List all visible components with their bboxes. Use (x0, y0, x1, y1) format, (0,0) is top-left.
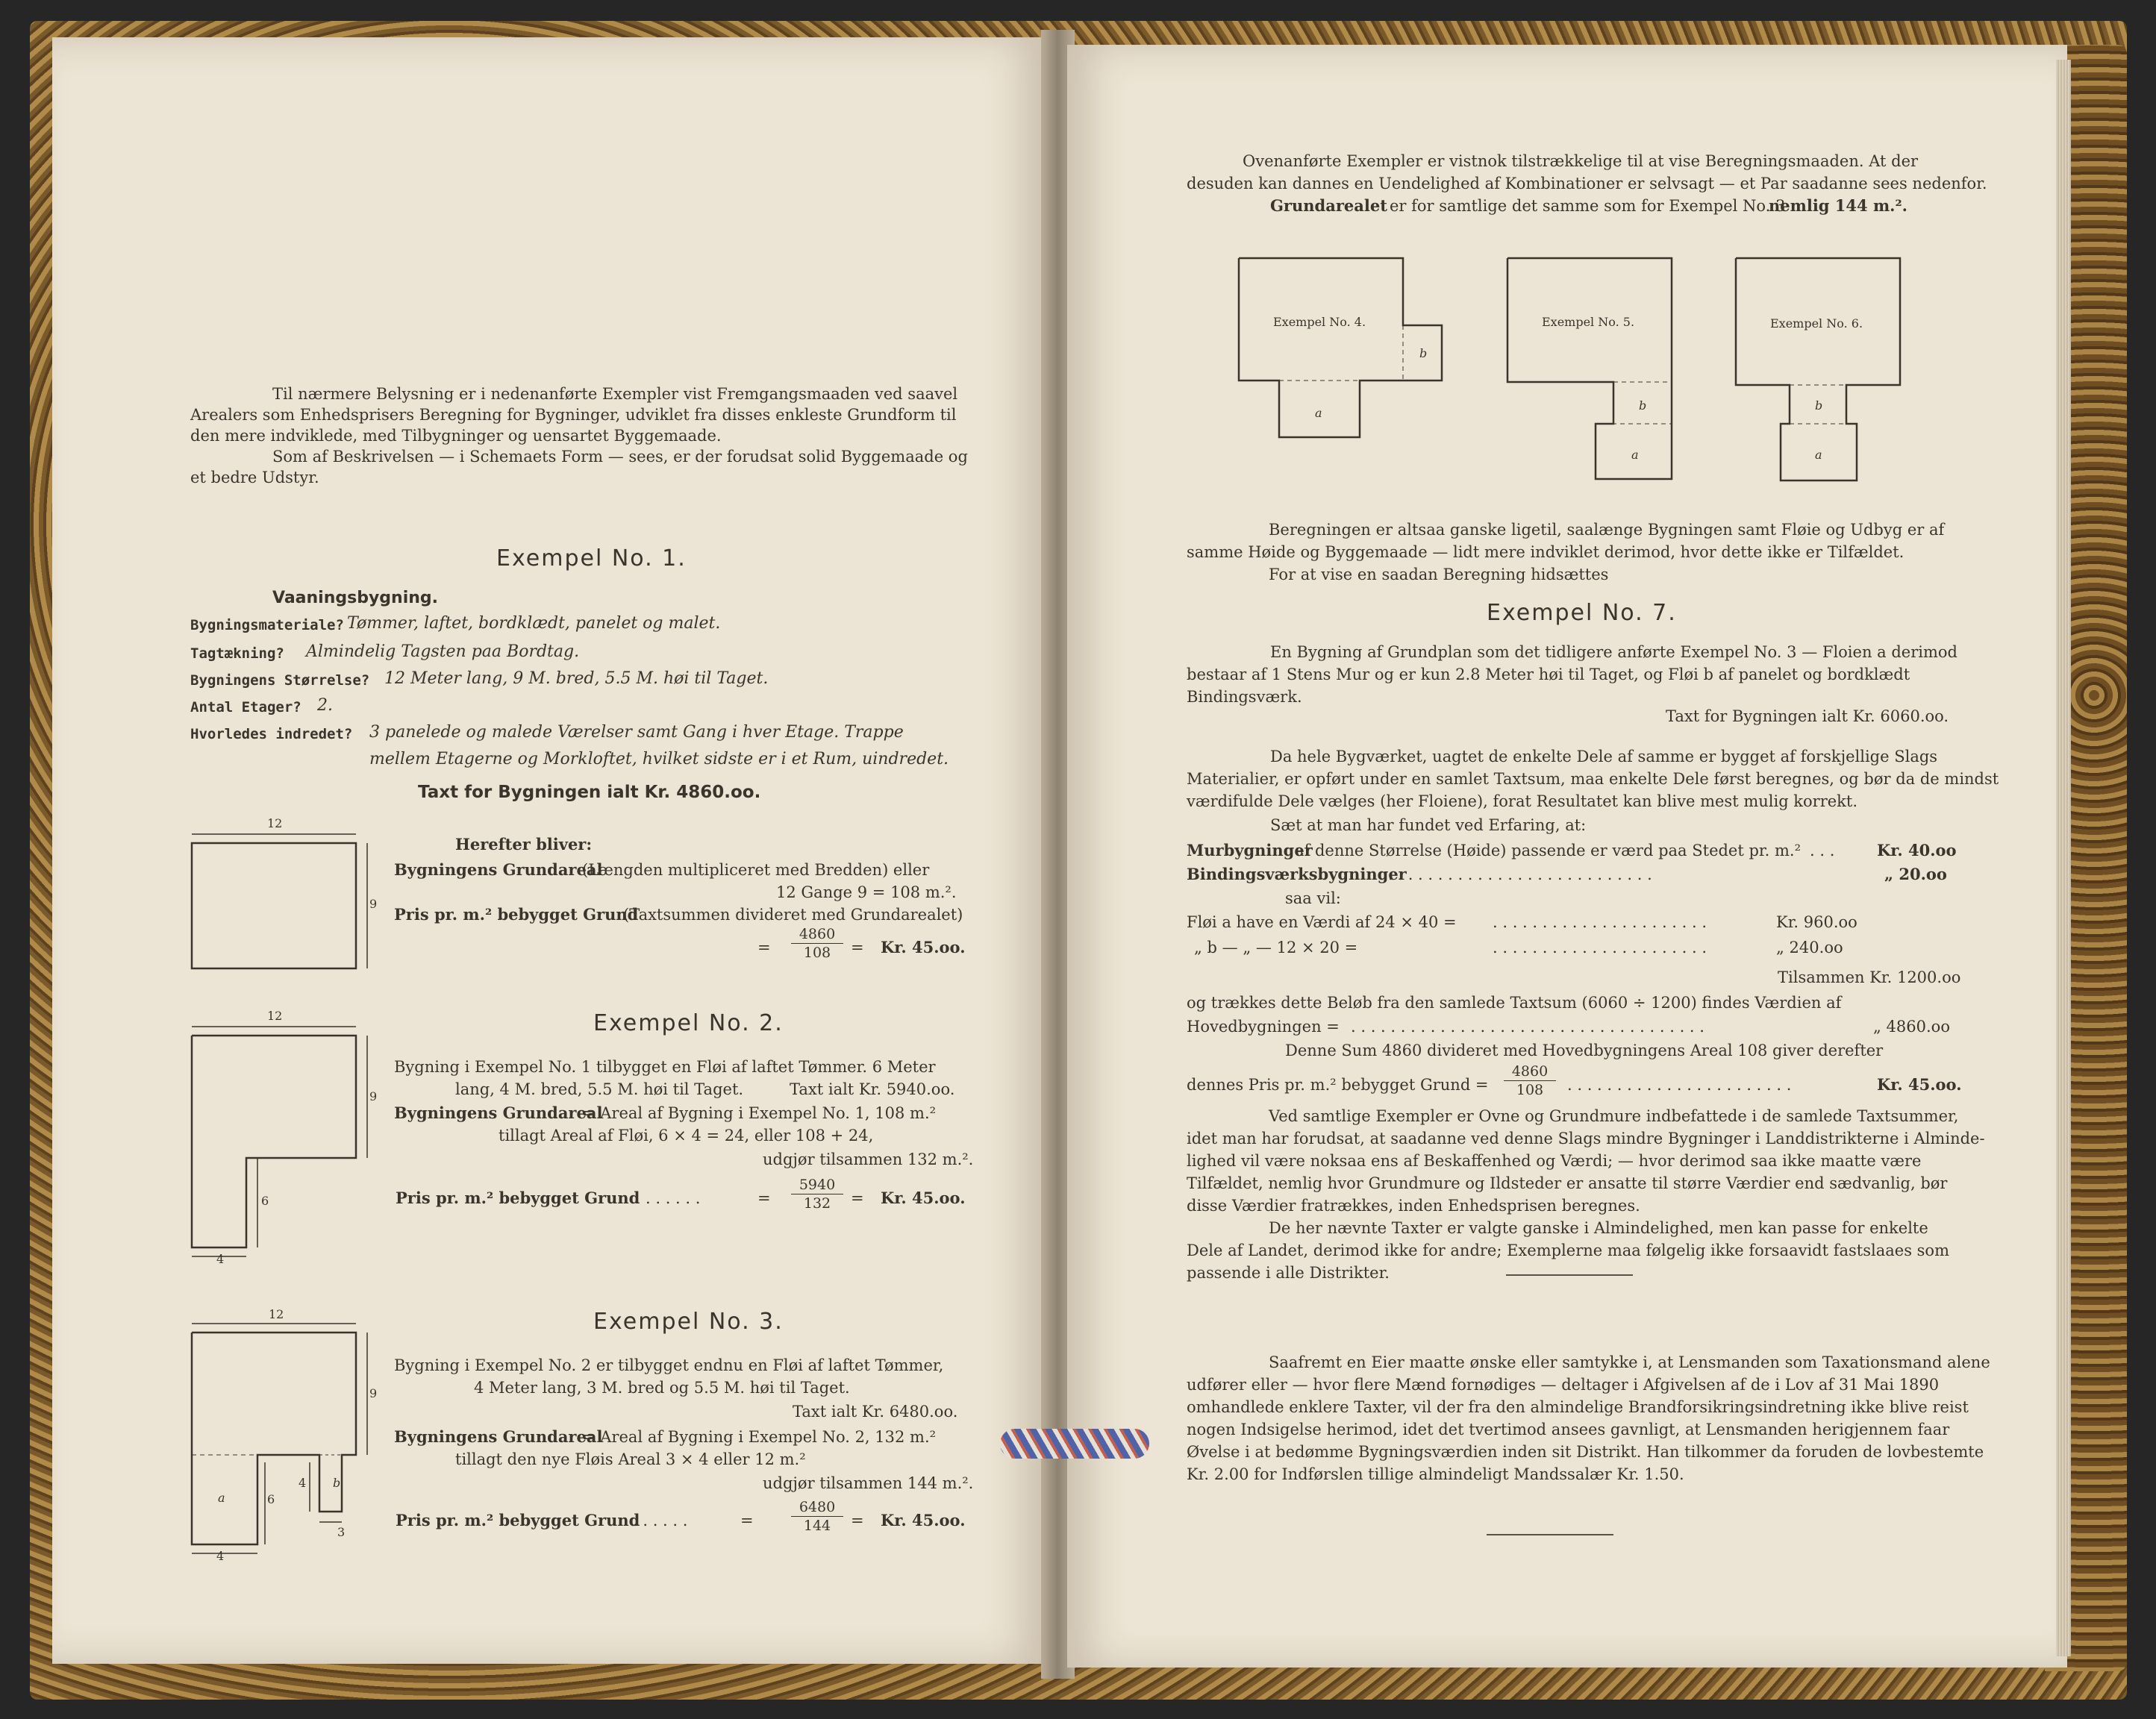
ex7-mur-val: Kr. 40.oo (1877, 841, 1957, 860)
ex2-frac-d: 132 (803, 1195, 831, 1212)
p4-line: nogen Indsigelse herimod, idet det tvertimod ansees gavnligt, at Lensmanden herigjennem faar (1187, 1421, 1950, 1438)
plan-5-b: b (1639, 398, 1647, 413)
ex7-hoved-label: Hovedbygningen = (1187, 1018, 1340, 1036)
ex3-dim-3: 3 (337, 1525, 346, 1539)
ex7-dots: . . . . . . . . . . . . . . . . . . . . . . (1493, 939, 1707, 956)
ex7-dots: . . . . . . . . . . . . . . . . . . . . . . . . . . . . . . . . . . . . (1351, 1018, 1705, 1036)
ex7-floi-b: „ b — „ — 12 × 20 = (1194, 939, 1358, 956)
ex7-frac-n: 4860 (1504, 1062, 1556, 1081)
right-intro: desuden kan dannes en Uendelighed af Kombinationer er selvsagt — et Par saadanne sees nedenfor. (1187, 175, 1987, 192)
plan-6-a: a (1815, 448, 1822, 462)
p4-line: omhandlede enklere Taxter, vil der fra den almindelige Brandforsikringsindretning ikke blive reist (1187, 1398, 1969, 1416)
ex1-dim-top: 12 (267, 816, 283, 830)
ex7-p2: værdifulde Dele vælges (her Floiene), forat Resultatet kan blive mest mulig korrekt. (1187, 792, 1858, 810)
ex1-frac-n: 4860 (791, 925, 843, 944)
ex7-p1: bestaar af 1 Stens Mur og er kun 2.8 Meter høi til Taget, og Fløi b af panelet og bordklædt (1187, 666, 1910, 683)
schema-value: 3 panelede og malede Værelser samt Gang i hver Etage. Trappe (369, 723, 904, 742)
ex7-floi-a-val: Kr. 960.oo (1776, 913, 1857, 931)
ex7-tilsammen: Tilsammen Kr. 1200.oo (1778, 968, 1961, 986)
intro-line: Som af Beskrivelsen — i Schemaets Form — sees, er der forudsat solid Byggemaade og (272, 448, 968, 466)
ex2-title: Exempel No. 2. (593, 1010, 784, 1036)
ex1-grund-desc: (Længden multipliceret med Bredden) eller (582, 861, 930, 879)
ex3-eq: = (740, 1512, 754, 1529)
ex2-grund-label: Bygningens Grundareal (394, 1103, 603, 1122)
ex3-text: 4 Meter lang, 3 M. bred og 5.5 M. høi til Taget. (474, 1379, 850, 1397)
p4-line: Saafremt en Eier maatte ønske eller samtykke i, at Lensmanden som Taxationsmand alene (1269, 1353, 1990, 1371)
intro-line: Arealers som Enhedsprisers Beregning for Bygninger, udviklet fra disses enkleste Grundform til (190, 406, 957, 424)
ex1-pris-desc: (Taxtsummen divideret med Grundarealet) (623, 906, 963, 924)
ex2-text: lang, 4 M. bred, 5.5 M. høi til Taget. (455, 1080, 744, 1098)
intro-line: Til nærmere Belysning er i nedenanførte Exempler vist Fremgangsmaaden ved saavel (272, 385, 958, 403)
ex3-dim-top: 12 (269, 1307, 284, 1321)
plan-4-b: b (1419, 346, 1428, 360)
ex3-grund: udgjør tilsammen 144 m.². (763, 1474, 974, 1492)
p3-line: lighed vil være noksaa ens af Beskaffenhed og Værdi; — hvor derimod saa ikke maatte være (1187, 1152, 1922, 1170)
plan-6-b: b (1815, 398, 1823, 413)
ex1-subtitle: Vaaningsbygning. (272, 589, 439, 607)
ex7-dots: . . . . . . . . . . . . . . . . . . . . . . . (1567, 1076, 1792, 1094)
intro-line: den mere indviklede, med Tilbygninger og uensartet Byggemaade. (190, 427, 722, 445)
right-intro: er for samtlige det samme som for Exempel No. 3 (1390, 197, 1786, 215)
ex2-frac-n: 5940 (791, 1176, 843, 1194)
ex3-result: Kr. 45.oo. (881, 1511, 966, 1529)
ex2-dim-top: 12 (267, 1009, 283, 1023)
plan-4-a: a (1315, 406, 1322, 420)
ex7-frac-d: 108 (1516, 1082, 1544, 1098)
p4-line: Kr. 2.00 for Indførslen tillige almindeligt Mandssalær Kr. 1.50. (1187, 1465, 1684, 1483)
ex3-dim-side: 9 (369, 1386, 378, 1400)
end-rule (1487, 1534, 1613, 1535)
ex7-denne: Denne Sum 4860 divideret med Hovedbygningens Areal 108 giver derefter (1285, 1042, 1884, 1059)
ex2-text: Bygning i Exempel No. 1 tilbygget en Fløi af laftet Tømmer. 6 Meter (394, 1058, 936, 1076)
ex7-mur-label: Murbygninger (1187, 841, 1313, 860)
schema-label: Bygningsmateriale? (190, 617, 344, 633)
ex7-mur-text: af denne Størrelse (Høide) passende er værd paa Stedet pr. m.² (1295, 842, 1802, 860)
ex1-title: Exempel No. 1. (496, 545, 687, 572)
ex7-p1: Bindingsværk. (1187, 688, 1302, 706)
ex3-dots: . . . . . . (633, 1512, 688, 1529)
ex7-saa-vil: saa vil: (1285, 889, 1341, 907)
ex2-eq: = (757, 1189, 771, 1207)
ex7-hoved-val: „ 4860.oo (1873, 1018, 1950, 1036)
right-intro: Ovenanførte Exempler er vistnok tilstrækkelige til at vise Beregningsmaaden. At der (1243, 152, 1919, 170)
beregning-line: samme Høide og Byggemaade — lidt mere indviklet derimod, hvor dette ikke er Tilfældet. (1187, 543, 1905, 561)
schema-label: Tagtækning? (190, 645, 284, 662)
ex1-taxt: Taxt for Bygningen ialt Kr. 4860.oo. (418, 783, 761, 802)
right-intro-end: nemlig 144 m.². (1769, 196, 1907, 215)
schema-value: mellem Etagerne og Morkloftet, hvilket sidste er i et Rum, uindredet. (369, 750, 949, 768)
p3-line: Dele af Landet, derimod ikke for andre; Exemplerne maa følgelig ikke forsaavidt fastslaaes som (1187, 1242, 1949, 1259)
right-intro-bold: Grundarealet (1270, 196, 1387, 215)
schema-label: Bygningens Størrelse? (190, 672, 370, 689)
ex7-dennes: dennes Pris pr. m.² bebygget Grund = (1187, 1076, 1489, 1094)
ex3-frac-d: 144 (803, 1518, 831, 1534)
ex3-dim-a: a (218, 1491, 225, 1505)
schema-value: Tømmer, laftet, bordklædt, panelet og malet. (347, 614, 721, 633)
p3-line: disse Værdier fratrækkes, inden Enhedsprisen beregnes. (1187, 1197, 1640, 1215)
ex7-p2: Da hele Bygværket, uagtet de enkelte Dele af samme er bygget af forskjellige Slags (1270, 748, 1938, 765)
schema-label: Antal Etager? (190, 699, 301, 716)
ex7-dots: . . . . . . . . . . . . . . . . . . . . . . (1493, 913, 1707, 931)
ex1-eq: = (757, 939, 771, 956)
p4-line: udfører eller — hvor flere Mænd fornødiges — deltager i Afgivelsen af de i Lov af 31 Mai 1890 (1187, 1376, 1940, 1394)
beregning-line: For at vise en saadan Beregning hidsættes (1269, 566, 1609, 583)
ex2-eq2: = (851, 1189, 864, 1207)
p4-line: Øvelse i at bedømme Bygningsværdien inden sit Distrikt. Han tilkommer da foruden de lovbestemte (1187, 1443, 1984, 1461)
ex2-result: Kr. 45.oo. (881, 1189, 966, 1207)
ex3-text: Bygning i Exempel No. 2 er tilbygget endnu en Fløi af laftet Tømmer, (394, 1356, 944, 1374)
ex1-calc: 12 Gange 9 = 108 m.². (776, 883, 957, 901)
ex1-result: Kr. 45.oo. (881, 938, 966, 956)
ex2-grund: tillagt Areal af Fløi, 6 × 4 = 24, eller 108 + 24, (499, 1127, 874, 1145)
p3-line: Ved samtlige Exempler er Ovne og Grundmure indbefattede i de samlede Taxtsummer, (1269, 1107, 1959, 1125)
ex1-grund-label: Bygningens Grundareal (394, 860, 603, 879)
plan-5-label: Exempel No. 5. (1542, 315, 1635, 329)
ex7-taxt: Taxt for Bygningen ialt Kr. 6060.oo. (1666, 707, 1949, 725)
ex3-frac-n: 6480 (791, 1498, 843, 1517)
intro-line: et bedre Udstyr. (190, 469, 319, 486)
ex2-dim-wing: 6 (261, 1194, 269, 1208)
p3-line: idet man har forudsat, at saadanne ved denne Slags mindre Bygninger i Landdistrikterne i Alminde- (1187, 1130, 1985, 1147)
ex7-dots: . . . (1810, 842, 1835, 860)
ex1-herefter: Herefter bliver: (455, 835, 593, 854)
ex3-pris-label: Pris pr. m.² bebygget Grund (396, 1511, 640, 1529)
ex7-floi-a: Fløi a have en Værdi af 24 × 40 = (1187, 913, 1457, 931)
ex2-dim-bottom: 4 (216, 1252, 225, 1266)
schema-label: Hvorledes indredet? (190, 726, 353, 742)
ex7-dots: . . . . . . . . . . . . . . . . . . . . . . . . . . . (1388, 865, 1652, 883)
schema-value: Almindelig Tagsten paa Bordtag. (306, 642, 580, 661)
ex7-result: Kr. 45.oo. (1877, 1075, 1962, 1094)
ex3-dim-bottom: 4 (216, 1549, 225, 1563)
ex2-grund: udgjør tilsammen 132 m.². (763, 1150, 974, 1168)
plan-5-a: a (1631, 448, 1639, 462)
ex2-dim-side: 9 (369, 1089, 378, 1103)
ex2-grund: = Areal af Bygning i Exempel No. 1, 108 m.² (582, 1104, 937, 1122)
ex7-p1: En Bygning af Grundplan som det tidligere anførte Exempel No. 3 — Floien a derimod (1270, 643, 1957, 661)
ex1-frac-d: 108 (803, 945, 831, 961)
ex2-dots: . . . . . . (646, 1189, 701, 1207)
ex2-pris-label: Pris pr. m.² bebygget Grund (396, 1189, 640, 1207)
ex3-grund: = Areal af Bygning i Exempel No. 2, 132 m.² (582, 1428, 937, 1446)
ex1-dim-side: 9 (369, 897, 378, 911)
plan-6-label: Exempel No. 6. (1770, 316, 1863, 331)
ex7-fraction (1504, 1062, 1556, 1099)
ex3-title: Exempel No. 3. (593, 1309, 784, 1335)
ex3-dim-b: b (333, 1476, 341, 1490)
ex3-taxt: Taxt ialt Kr. 6480.oo. (793, 1403, 958, 1421)
ex3-eq2: = (851, 1512, 864, 1529)
ex7-p2: Sæt at man har fundet ved Erfaring, at: (1270, 816, 1587, 834)
ex3-dim-6: 6 (267, 1492, 275, 1506)
schema-value: 12 Meter lang, 9 M. bred, 5.5 M. høi til Taget. (384, 669, 769, 688)
plan-4-label: Exempel No. 4. (1273, 315, 1366, 329)
ex3-grund-label: Bygningens Grundareal (394, 1427, 603, 1446)
ex3-grund: tillagt den nye Fløis Areal 3 × 4 eller 12 m.² (455, 1450, 806, 1468)
ex3-dim-4: 4 (299, 1476, 307, 1490)
schema-value: 2. (317, 696, 333, 715)
section-rule (1506, 1274, 1633, 1276)
ex7-floi-b-val: „ 240.oo (1776, 939, 1843, 956)
ex7-traekkes: og trækkes dette Beløb fra den samlede Taxtsum (6060 ÷ 1200) findes Værdien af (1187, 994, 1842, 1012)
p3-line: De her nævnte Taxter er valgte ganske i Almindelighed, men kan passe for enkelte (1269, 1219, 1928, 1237)
ex1-pris-label: Pris pr. m.² bebygget Grund (394, 905, 639, 924)
ex7-bind-val: „ 20.oo (1884, 865, 1947, 883)
p3-line: Tilfældet, nemlig hvor Grundmure og Ildsteder er ansatte til større Værdier end sædvanlig, bør (1187, 1174, 1948, 1192)
ex7-bind-label: Bindingsværksbygninger (1187, 865, 1407, 883)
ex1-eq2: = (851, 939, 864, 956)
ex7-p2: Materialier, er opført under en samlet Taxtsum, maa enkelte Dele først beregnes, og bør da de mindst (1187, 770, 1999, 788)
p3-line: passende i alle Distrikter. (1187, 1264, 1390, 1282)
ex7-title: Exempel No. 7. (1487, 600, 1677, 626)
ex2-taxt: Taxt ialt Kr. 5940.oo. (790, 1080, 955, 1098)
beregning-line: Beregningen er altsaa ganske ligetil, saalænge Bygningen samt Fløie og Udbyg er af (1269, 521, 1945, 539)
